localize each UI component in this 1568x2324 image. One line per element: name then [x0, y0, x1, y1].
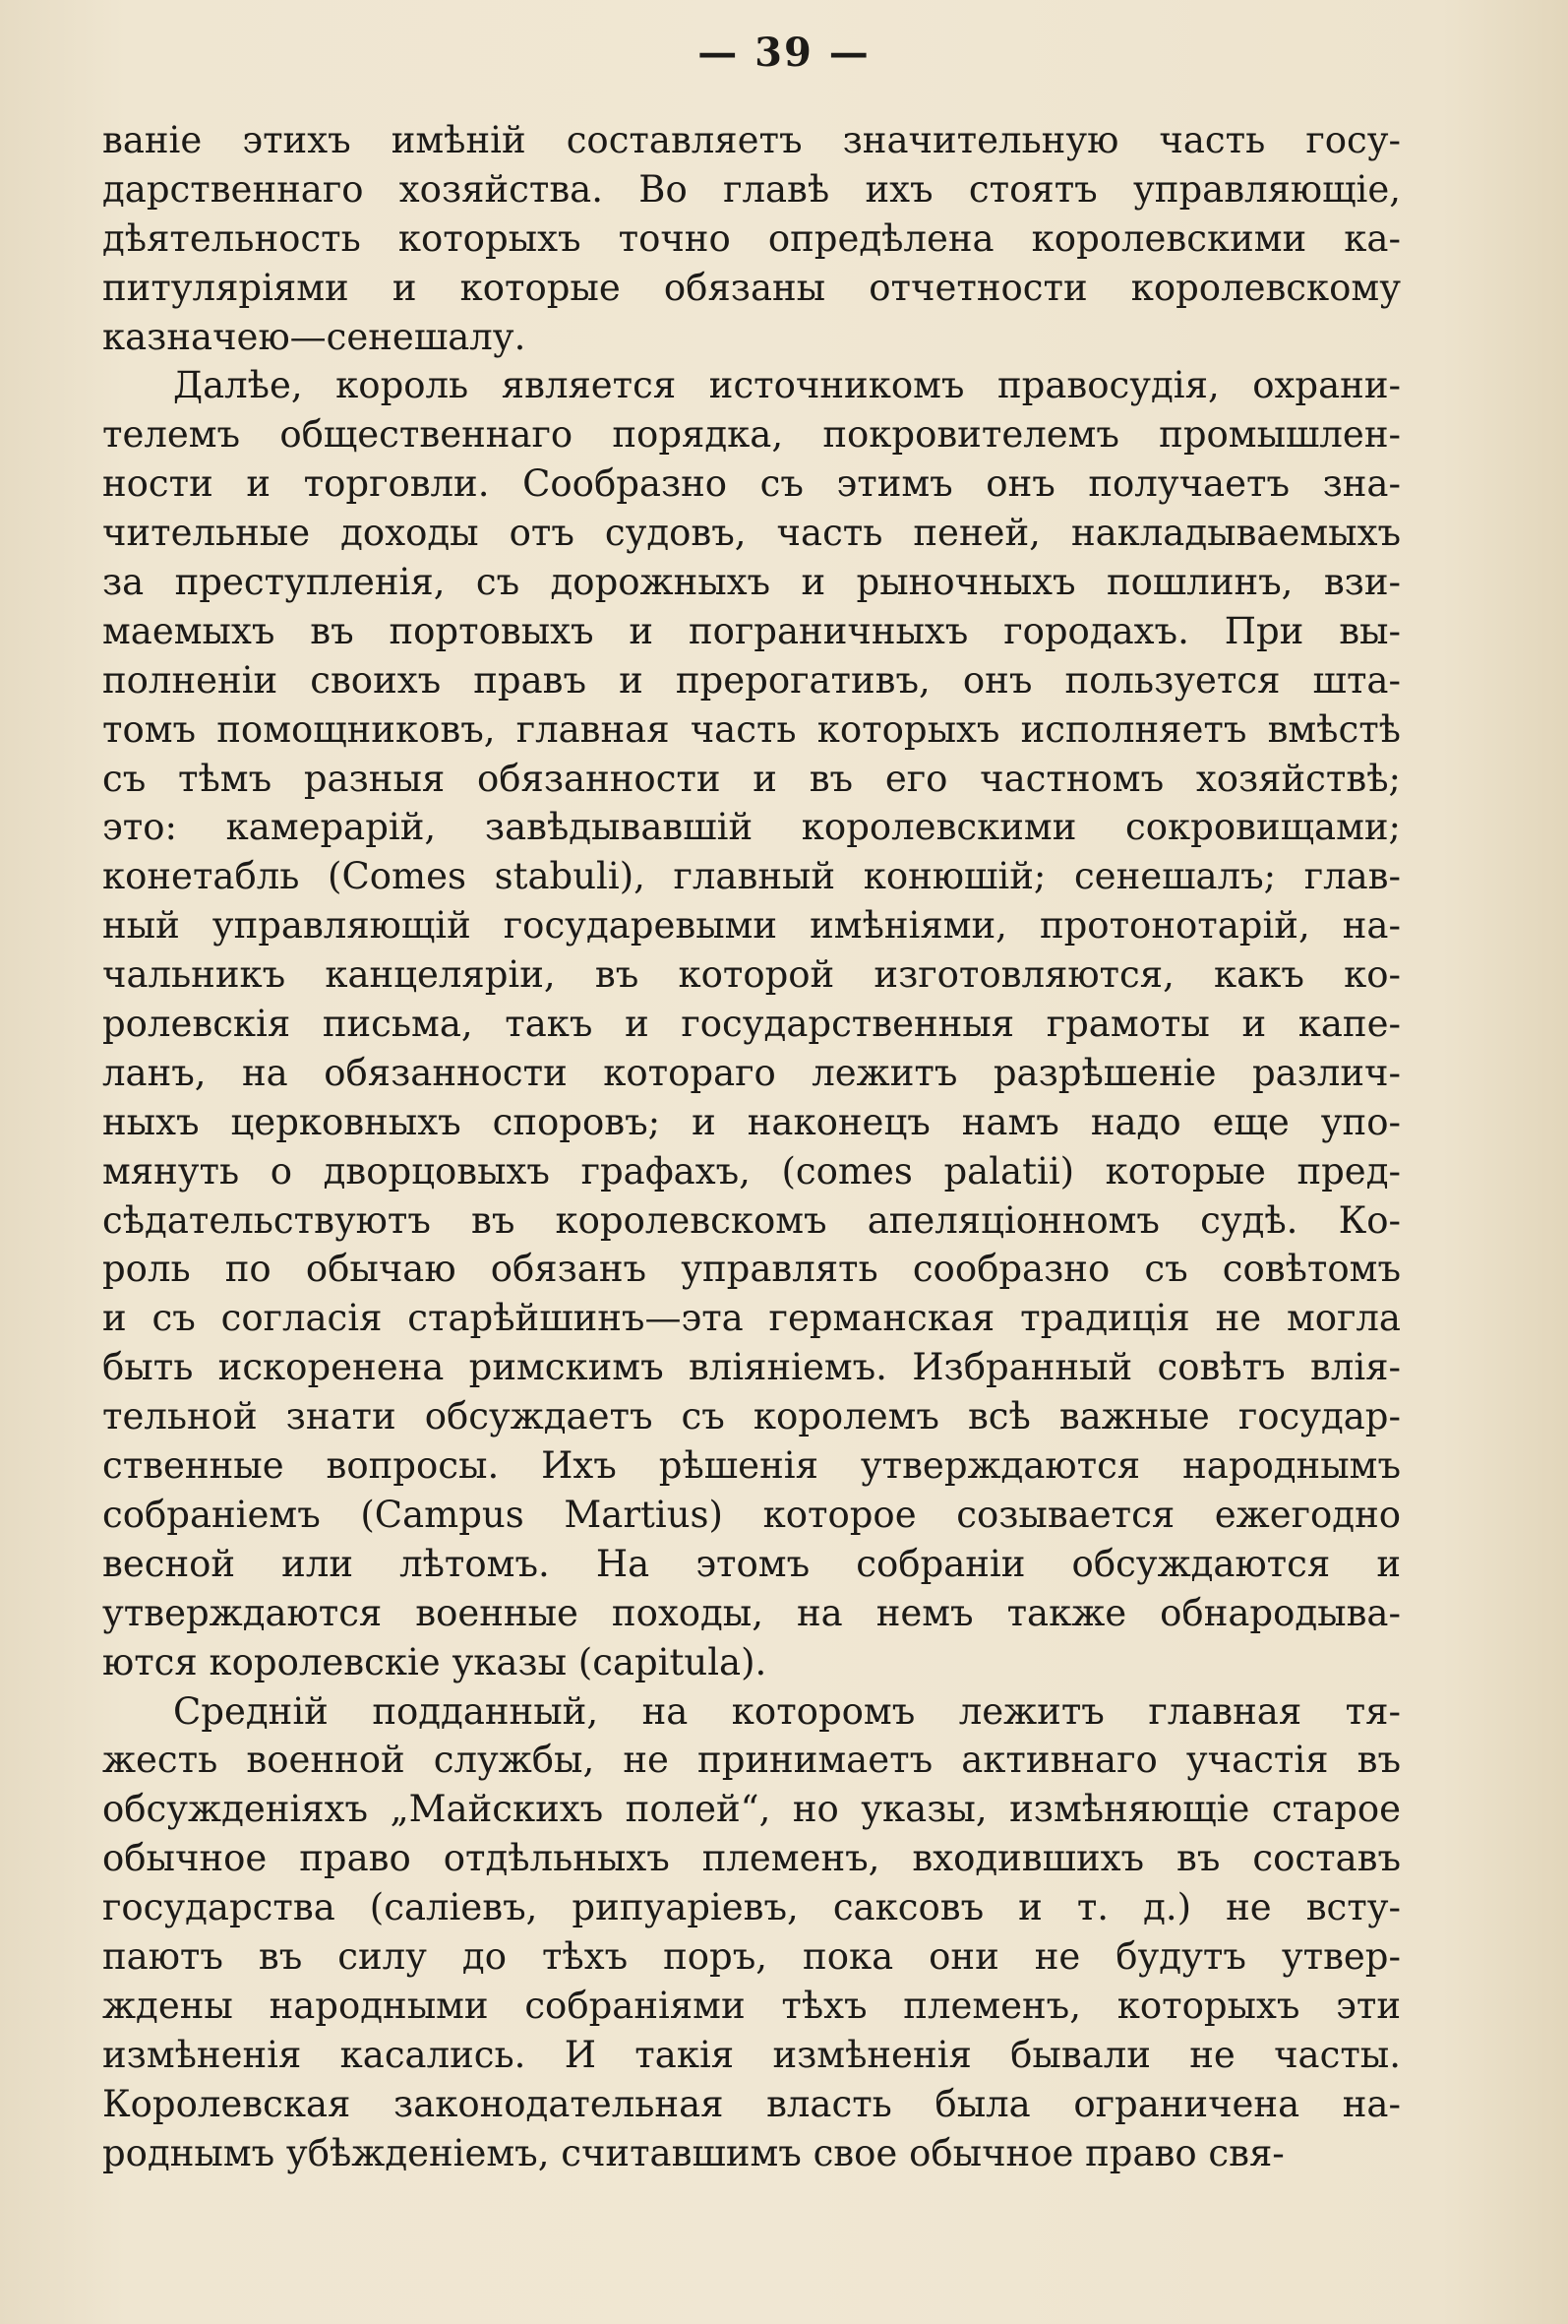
text-line: съ тѣмъ разныя обязанности и въ его частномъ хозяйствѣ;	[102, 757, 1401, 800]
text-line: жесть военной службы, не принимаетъ активнаго участія въ	[102, 1739, 1401, 1782]
text-line: казначею—сенешалу.	[102, 315, 526, 358]
text-line: ныхъ церковныхъ споровъ; и наконецъ намъ надо еще упо-	[102, 1100, 1401, 1143]
text-line: ваніе этихъ имѣній составляетъ значительную часть госу-	[102, 119, 1401, 161]
text-line: ланъ, на обязанности котораго лежитъ разрѣшеніе различ-	[102, 1051, 1401, 1094]
text-line: измѣненія касались. И такія измѣненія бывали не часты.	[102, 2033, 1401, 2076]
text-line: и съ согласія старѣйшинъ—эта германская традиція не могла	[102, 1297, 1401, 1340]
text-line: телемъ общественнаго порядка, покровителемъ промышлен-	[102, 413, 1401, 457]
text-line: полненіи своихъ правъ и прерогативъ, онъ пользуется шта-	[102, 658, 1401, 702]
text-line: собраніемъ (Campus Martius) которое созывается ежегодно	[102, 1493, 1401, 1536]
text-line: чальникъ канцеляріи, въ которой изготовляются, какъ ко-	[102, 953, 1401, 997]
text-line: роль по обычаю обязанъ управлять сообразно съ совѣтомъ	[102, 1248, 1401, 1291]
text-line: это: камерарій, завѣдывавшій королевскими сокровищами;	[102, 806, 1401, 849]
text-line: весной или лѣтомъ. На этомъ собраніи обсуждаются и	[102, 1542, 1401, 1585]
paragraph	[102, 1687, 1401, 2178]
text-line: дѣятельность которыхъ точно опредѣлена королевскими ка-	[102, 216, 1401, 260]
text-line: ролевскія письма, такъ и государственныя грамоты и капе-	[102, 1003, 1401, 1046]
text-line: дарственнаго хозяйства. Во главѣ ихъ стоятъ управляющіе,	[102, 167, 1401, 211]
text-line: ются королевскіе указы (capitula).	[102, 1640, 767, 1683]
text-line: ждены народными собраніями тѣхъ племенъ, которыхъ эти	[102, 1984, 1401, 2027]
text-line: утверждаются военные походы, на немъ также обнародыва-	[102, 1591, 1401, 1634]
text-line: ный управляющій государевыми имѣніями, протонотарій, на-	[102, 904, 1401, 948]
page-number: — 39 —	[697, 30, 871, 76]
text-line: паютъ въ силу до тѣхъ поръ, пока они не будутъ утвер-	[102, 1934, 1401, 1978]
text-line: томъ помощниковъ, главная часть которыхъ исполняетъ вмѣстѣ	[102, 707, 1401, 751]
text-line: быть искоренена римскимъ вліяніемъ. Избранный совѣтъ влія-	[102, 1346, 1401, 1389]
text-line: ственные вопросы. Ихъ рѣшенія утверждаются народнымъ	[102, 1444, 1401, 1488]
text-line: сѣдательствуютъ въ королевскомъ апеляціонномъ судѣ. Ко-	[102, 1198, 1401, 1242]
text-line: тельной знати обсуждаетъ съ королемъ всѣ важные государ-	[102, 1395, 1401, 1438]
text-line: государства (саліевъ, рипуаріевъ, саксовъ и т. д.) не всту-	[102, 1886, 1401, 1929]
body-text	[102, 116, 1401, 2177]
text-line: обсужденіяхъ „Майскихъ полей“, но указы, измѣняющіе старое	[102, 1788, 1401, 1831]
text-line: чительные доходы отъ судовъ, часть пеней, накладываемыхъ	[102, 512, 1401, 555]
text-line: Королевская законодательная власть была ограничена на-	[102, 2082, 1401, 2125]
text-line: Далѣе, король является источникомъ правосудія, охрани-	[173, 364, 1401, 407]
text-line: ности и торговли. Сообразно съ этимъ онъ получаетъ зна-	[102, 462, 1401, 506]
text-line: обычное право отдѣльныхъ племенъ, входившихъ въ составъ	[102, 1837, 1401, 1880]
text-line: конетабль (Comes stabuli), главный конюшій; сенешалъ; глав-	[102, 855, 1401, 898]
text-line: за преступленія, съ дорожныхъ и рыночныхъ пошлинъ, взи-	[102, 561, 1401, 604]
text-line: Средній подданный, на которомъ лежитъ главная тя-	[173, 1689, 1401, 1733]
paragraph	[102, 116, 1401, 361]
text-line: роднымъ убѣжденіемъ, считавшимъ свое обычное право свя-	[102, 2131, 1285, 2174]
text-line: маемыхъ въ портовыхъ и пограничныхъ городахъ. При вы-	[102, 609, 1401, 652]
paragraph	[102, 361, 1401, 1686]
text-line: мянуть о дворцовыхъ графахъ, (comes palatii) которые пред-	[102, 1149, 1401, 1193]
text-line: питуляріями и которые обязаны отчетности королевскому	[102, 266, 1401, 309]
